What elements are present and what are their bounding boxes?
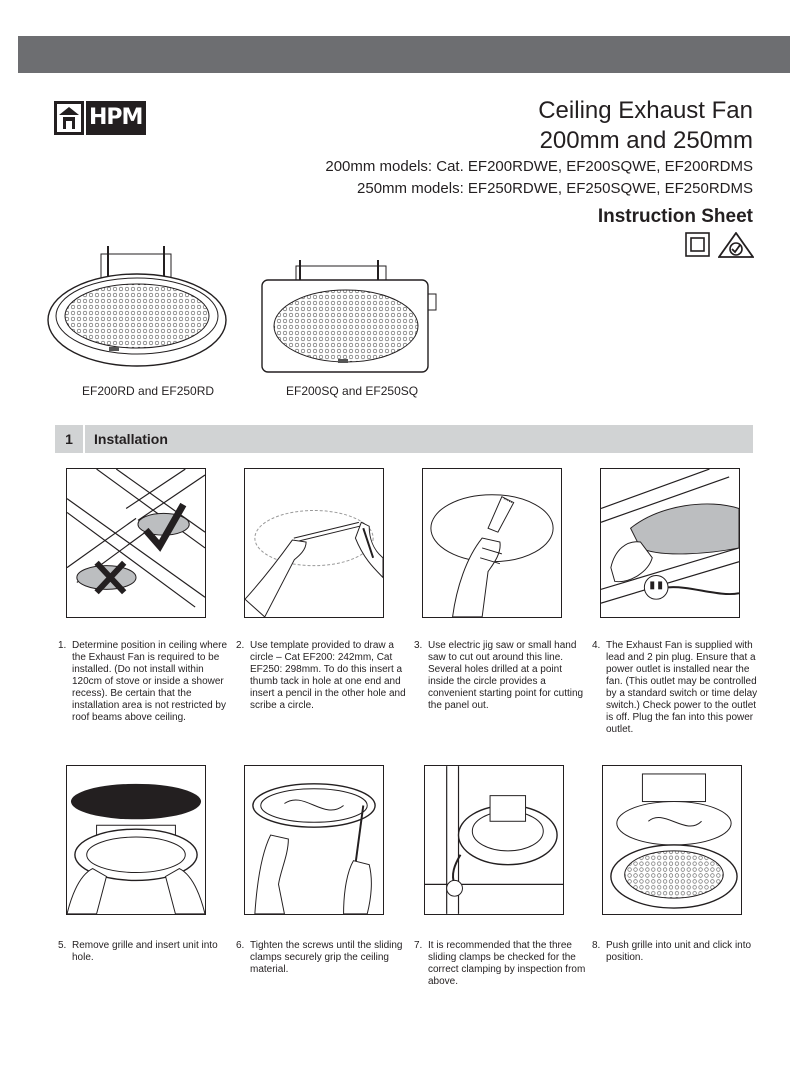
- step-8-text: Push grille into unit and click into position.: [606, 940, 752, 963]
- step-4: [592, 640, 764, 736]
- section-title: Installation: [94, 431, 168, 447]
- round-fan-illustration: [46, 244, 228, 374]
- sheet-title: Instruction Sheet: [597, 206, 753, 227]
- title-block: [325, 96, 753, 231]
- step-2-number: 2.: [236, 640, 245, 651]
- step-7-number: 7.: [414, 940, 423, 951]
- step-8-number: 8.: [592, 940, 601, 951]
- step-3-text: Use electric jig saw or small hand saw to cut out around this line. Several holes drilled at a point inside the circle provides a convenient starting point for cutting the panel out.: [428, 640, 584, 711]
- step-5-number: 5.: [58, 940, 67, 951]
- step-3-number: 3.: [414, 640, 423, 651]
- section-header: [55, 425, 753, 453]
- step-7-illustration: [424, 765, 564, 915]
- product-caption-square: EF200SQ and EF250SQ: [286, 384, 419, 398]
- rcm-mark-icon: [718, 232, 754, 258]
- step-2-text: Use template provided to draw a circle – Cat EF200: 242mm, Cat EF250: 298mm. To do this insert a thumb tack in hole at one end and insert a pencil in the other hole and scribe a circle.: [250, 640, 406, 711]
- brand-name: HPM: [86, 101, 146, 135]
- step-5-illustration: [66, 765, 206, 915]
- step-3-illustration: [422, 468, 562, 618]
- step-1-text: Determine position in ceiling where the Exhaust Fan is required to be installed. (Do not install within 120cm of stove or inside a shower recess). Be certain that the installation area is not restricted by roof beams above ceiling.: [72, 640, 228, 723]
- step-2-illustration: [244, 468, 384, 618]
- logo-icon: [54, 101, 84, 135]
- page-title-line2: 200mm and 250mm: [539, 127, 753, 154]
- step-1-illustration: [66, 468, 206, 618]
- models-250: 250mm models: EF250RDWE, EF250SQWE, EF250RDMS: [357, 180, 753, 197]
- header-bar: [18, 36, 790, 73]
- step-1-number: 1.: [58, 640, 67, 651]
- double-insulation-icon: [685, 232, 710, 257]
- step-6-text: Tighten the screws until the sliding clamps securely grip the ceiling material.: [250, 940, 403, 975]
- page-title-line1: Ceiling Exhaust Fan: [538, 97, 753, 124]
- step-7-text: It is recommended that the three sliding clamps be checked for the correct clamping by inspection from above.: [428, 940, 586, 987]
- product-caption-round: EF200RD and EF250RD: [82, 384, 215, 398]
- step-8-illustration: [602, 765, 742, 915]
- step-4-number: 4.: [592, 640, 601, 651]
- step-2: [236, 640, 408, 712]
- step-4-text: The Exhaust Fan is supplied with lead and 2 pin plug. Ensure that a power outlet is installed near the fan. (This outlet may be controlled by a standard switch or time delay switch.) Check power to the outlet is off. Plug the fan into this power outlet.: [606, 640, 758, 735]
- step-5: [58, 940, 230, 964]
- square-fan-illustration: [258, 258, 442, 376]
- step-1: [58, 640, 230, 724]
- step-6: [236, 940, 408, 976]
- step-3: [414, 640, 586, 712]
- section-number: 1: [55, 425, 85, 453]
- step-5-text: Remove grille and insert unit into hole.: [72, 940, 218, 963]
- step-8: [592, 940, 764, 964]
- brand-logo: [54, 101, 143, 135]
- step-4-illustration: [600, 468, 740, 618]
- step-7: [414, 940, 586, 988]
- step-6-number: 6.: [236, 940, 245, 951]
- step-6-illustration: [244, 765, 384, 915]
- models-200: 200mm models: Cat. EF200RDWE, EF200SQWE, EF200RDMS: [325, 158, 753, 175]
